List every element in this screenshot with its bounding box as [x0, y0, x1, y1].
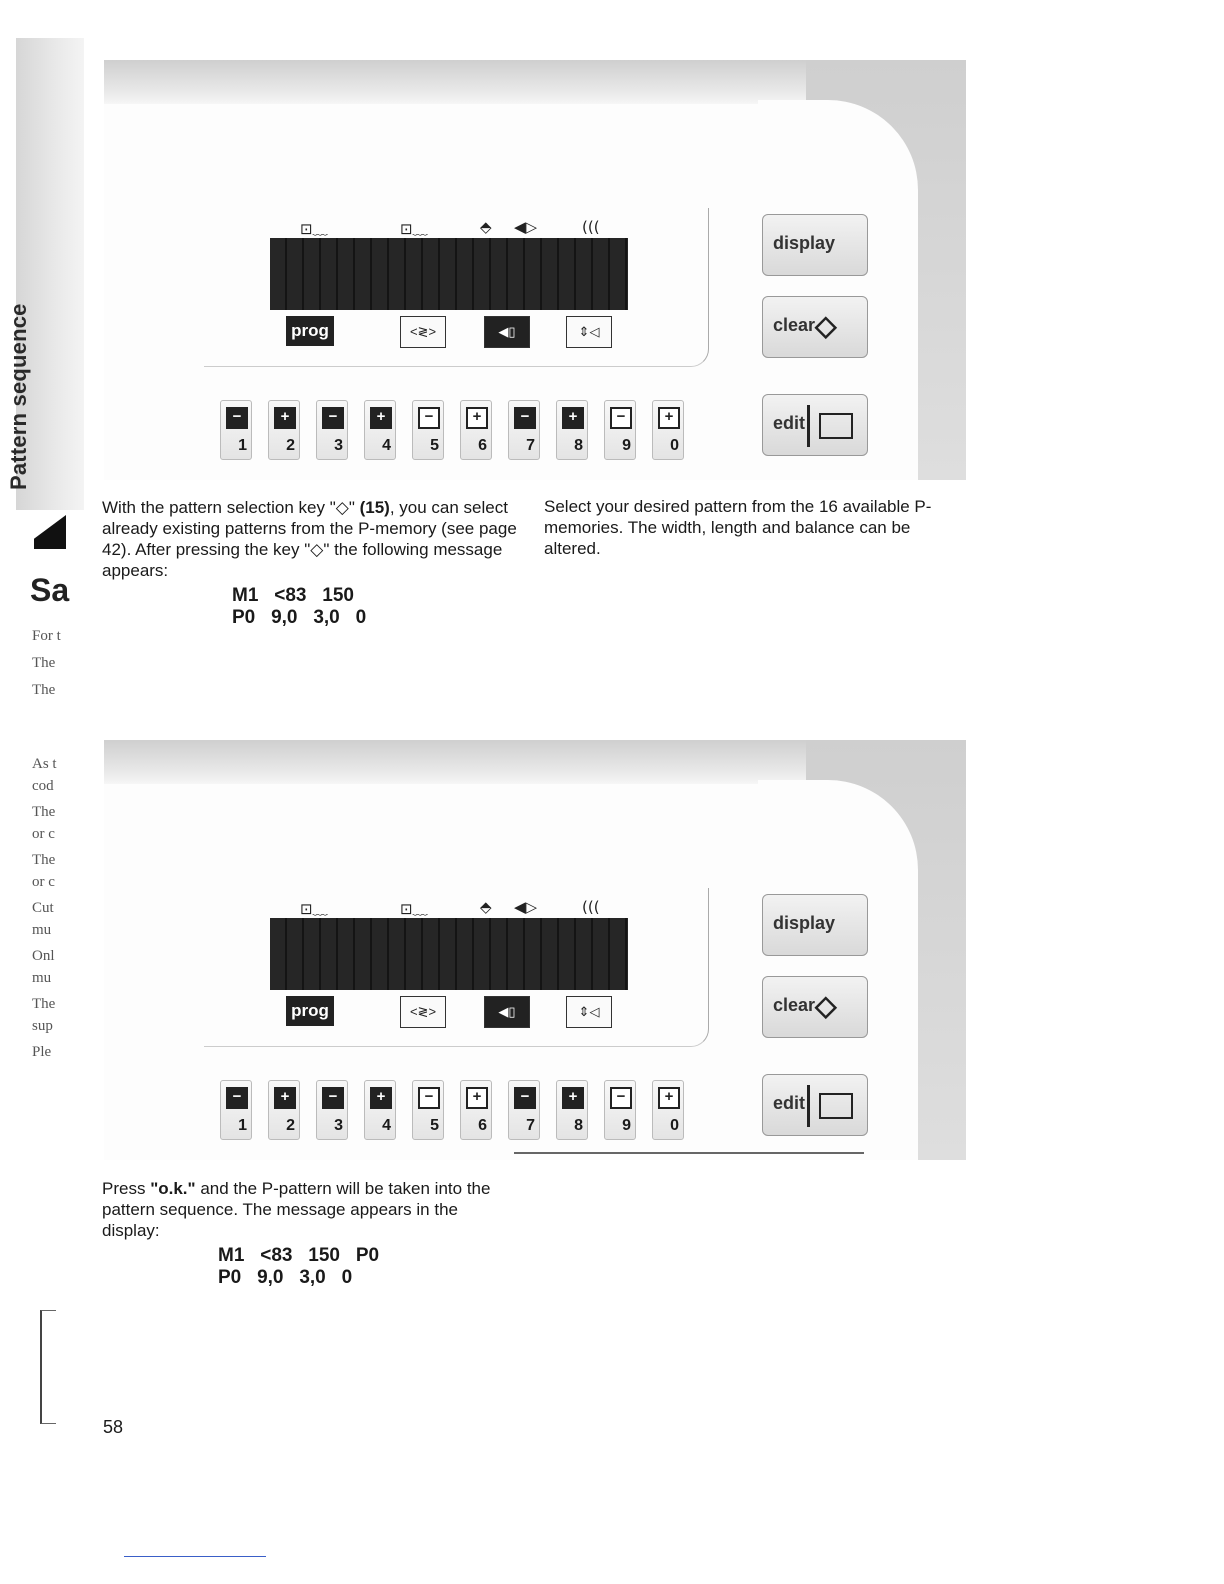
minus-icon: − [322, 1087, 344, 1109]
minus-icon: − [226, 1087, 248, 1109]
key-number: 0 [670, 437, 679, 454]
bleed-line: As t [32, 756, 57, 772]
plus-icon: + [658, 1087, 680, 1109]
page-number: 58 [103, 1417, 124, 1437]
section-marker [34, 515, 66, 549]
section2-text: Press "o.k." and the P-pattern will be taken into the pattern sequence. The message appears in the display: [102, 1179, 491, 1240]
bleed-line: Onl [32, 948, 55, 964]
key-number: 2 [286, 437, 295, 454]
key-number: 9 [622, 437, 631, 454]
key-number: 3 [334, 437, 343, 454]
minus-icon: − [418, 407, 440, 429]
edit-divider [807, 405, 810, 447]
bleed-line: For t [32, 628, 61, 644]
pattern-key-icon: ◇ [310, 540, 324, 559]
plus-icon: + [466, 407, 488, 429]
number-key-2[interactable] [268, 1080, 300, 1140]
diamond-icon: ◇ [815, 990, 837, 1021]
display-message-1-line2: P0 9,0 3,0 0 [232, 607, 367, 628]
edit-button[interactable] [762, 1074, 868, 1136]
number-key-6[interactable] [460, 400, 492, 460]
bleed-line: Cut [32, 900, 54, 916]
key-number: 6 [478, 1117, 487, 1134]
number-key-0[interactable] [652, 1080, 684, 1140]
minus-icon: − [514, 407, 536, 429]
key-number: 1 [238, 437, 247, 454]
arrow-icon: ⬘ [480, 898, 492, 916]
bleed-line: mu [32, 922, 52, 938]
key-number: 2 [286, 1117, 295, 1134]
bleed-line: The [32, 655, 56, 671]
mirror-button[interactable]: ◀▯ [484, 316, 530, 348]
key-number: 7 [526, 437, 535, 454]
plus-icon: + [658, 407, 680, 429]
plus-icon: + [562, 407, 584, 429]
clear-button[interactable] [762, 976, 868, 1038]
section1-right-text: Select your desired pattern from the 16 available P-memories. The width, length and balance can be altered. [544, 497, 932, 558]
pattern-select-button[interactable]: <≷> [400, 996, 446, 1028]
display-label: display [773, 913, 836, 933]
plus-icon: + [466, 1087, 488, 1109]
edit-label: edit [773, 413, 806, 433]
number-key-4[interactable] [364, 1080, 396, 1140]
bleed-line: The [32, 852, 56, 868]
mirror-button[interactable]: ◀▯ [484, 996, 530, 1028]
bleed-line: The [32, 682, 56, 698]
sound-icon: ((( [582, 898, 600, 916]
panel-edge-line [514, 1152, 864, 1154]
minus-icon: − [610, 407, 632, 429]
plus-icon: + [274, 407, 296, 429]
pattern-select-button[interactable]: <≷> [400, 316, 446, 348]
display-label: display [773, 233, 836, 253]
sewing-machine-icon [819, 1093, 853, 1119]
key-number: 3 [334, 1117, 343, 1134]
side-tab-label: Pattern sequence [6, 303, 31, 490]
stitch-icon: ⊡﹏ [300, 220, 328, 238]
number-key-3[interactable] [316, 1080, 348, 1140]
edit-label: edit [773, 1093, 806, 1113]
number-key-9[interactable] [604, 1080, 636, 1140]
bleed-line: or c [32, 874, 55, 890]
key-number: 5 [430, 1117, 439, 1134]
display-button[interactable] [762, 894, 868, 956]
minus-icon: − [514, 1087, 536, 1109]
lcd-display [270, 918, 628, 990]
minus-icon: − [226, 407, 248, 429]
bleed-line: mu [32, 970, 52, 986]
number-key-6[interactable] [460, 1080, 492, 1140]
number-key-3[interactable] [316, 400, 348, 460]
bleed-line: or c [32, 826, 55, 842]
number-key-4[interactable] [364, 400, 396, 460]
number-key-1[interactable] [220, 1080, 252, 1140]
bleed-heading: Sa [30, 572, 70, 608]
minus-icon: − [610, 1087, 632, 1109]
bleed-line: The [32, 996, 56, 1012]
machine-panel-2 [104, 740, 966, 1160]
lcd-display [270, 238, 628, 310]
clear-label: clear [773, 995, 816, 1015]
display-button[interactable] [762, 214, 868, 276]
plus-icon: + [370, 1087, 392, 1109]
stitch-icon: ⊡﹏ [300, 900, 328, 918]
number-key-8[interactable] [556, 1080, 588, 1140]
key-number: 8 [574, 1117, 583, 1134]
key-number: 6 [478, 437, 487, 454]
footer-rule [124, 1556, 266, 1557]
key-number: 4 [382, 1117, 391, 1134]
number-key-7[interactable] [508, 1080, 540, 1140]
prog-button[interactable]: prog [286, 996, 334, 1026]
number-key-9[interactable] [604, 400, 636, 460]
edit-divider [807, 1085, 810, 1127]
diamond-icon: ◇ [815, 310, 837, 341]
display-message-2-line2: P0 9,0 3,0 0 [218, 1267, 353, 1288]
number-key-7[interactable] [508, 400, 540, 460]
clear-label: clear [773, 315, 816, 335]
plus-icon: + [562, 1087, 584, 1109]
bleed-line: The [32, 804, 56, 820]
number-key-5[interactable] [412, 400, 444, 460]
key-number: 8 [574, 437, 583, 454]
pattern-key-icon: ◇ [335, 498, 349, 517]
minus-icon: − [322, 407, 344, 429]
key-number: 4 [382, 437, 391, 454]
number-key-8[interactable] [556, 400, 588, 460]
bleed-line: cod [32, 778, 54, 794]
arrow-icon: ⬘ [480, 218, 492, 236]
stitch-icon: ⊡﹏ [400, 220, 428, 238]
key-number: 1 [238, 1117, 247, 1134]
display-message-1-line1: M1 <83 150 [232, 585, 354, 606]
number-key-5[interactable] [412, 1080, 444, 1140]
section1-left-text: With the pattern selection key "◇" (15), you can select already existing patterns from the P-memory (see page 42). After pressing the key "◇" the following message appears: [102, 498, 517, 580]
balance-icon: ◀▷ [514, 218, 538, 236]
machine-panel-1 [104, 60, 966, 480]
plus-icon: + [274, 1087, 296, 1109]
length-button[interactable]: ⇕◁ [566, 996, 612, 1028]
edit-button[interactable] [762, 394, 868, 456]
number-key-1[interactable] [220, 400, 252, 460]
balance-icon: ◀▷ [514, 898, 538, 916]
number-key-0[interactable] [652, 400, 684, 460]
key-number: 5 [430, 437, 439, 454]
key-number: 7 [526, 1117, 535, 1134]
length-button[interactable]: ⇕◁ [566, 316, 612, 348]
sewing-machine-icon [819, 413, 853, 439]
plus-icon: + [370, 407, 392, 429]
bleed-line: sup [32, 1018, 53, 1034]
bleed-line: Ple [32, 1044, 52, 1060]
key-number: 9 [622, 1117, 631, 1134]
number-key-2[interactable] [268, 400, 300, 460]
minus-icon: − [418, 1087, 440, 1109]
display-message-2-line1: M1 <83 150 P0 [218, 1245, 380, 1266]
sound-icon: ((( [582, 218, 600, 236]
prog-button[interactable]: prog [286, 316, 334, 346]
key-number: 0 [670, 1117, 679, 1134]
stitch-icon: ⊡﹏ [400, 900, 428, 918]
bleed-bracket [40, 1310, 56, 1424]
clear-button[interactable] [762, 296, 868, 358]
